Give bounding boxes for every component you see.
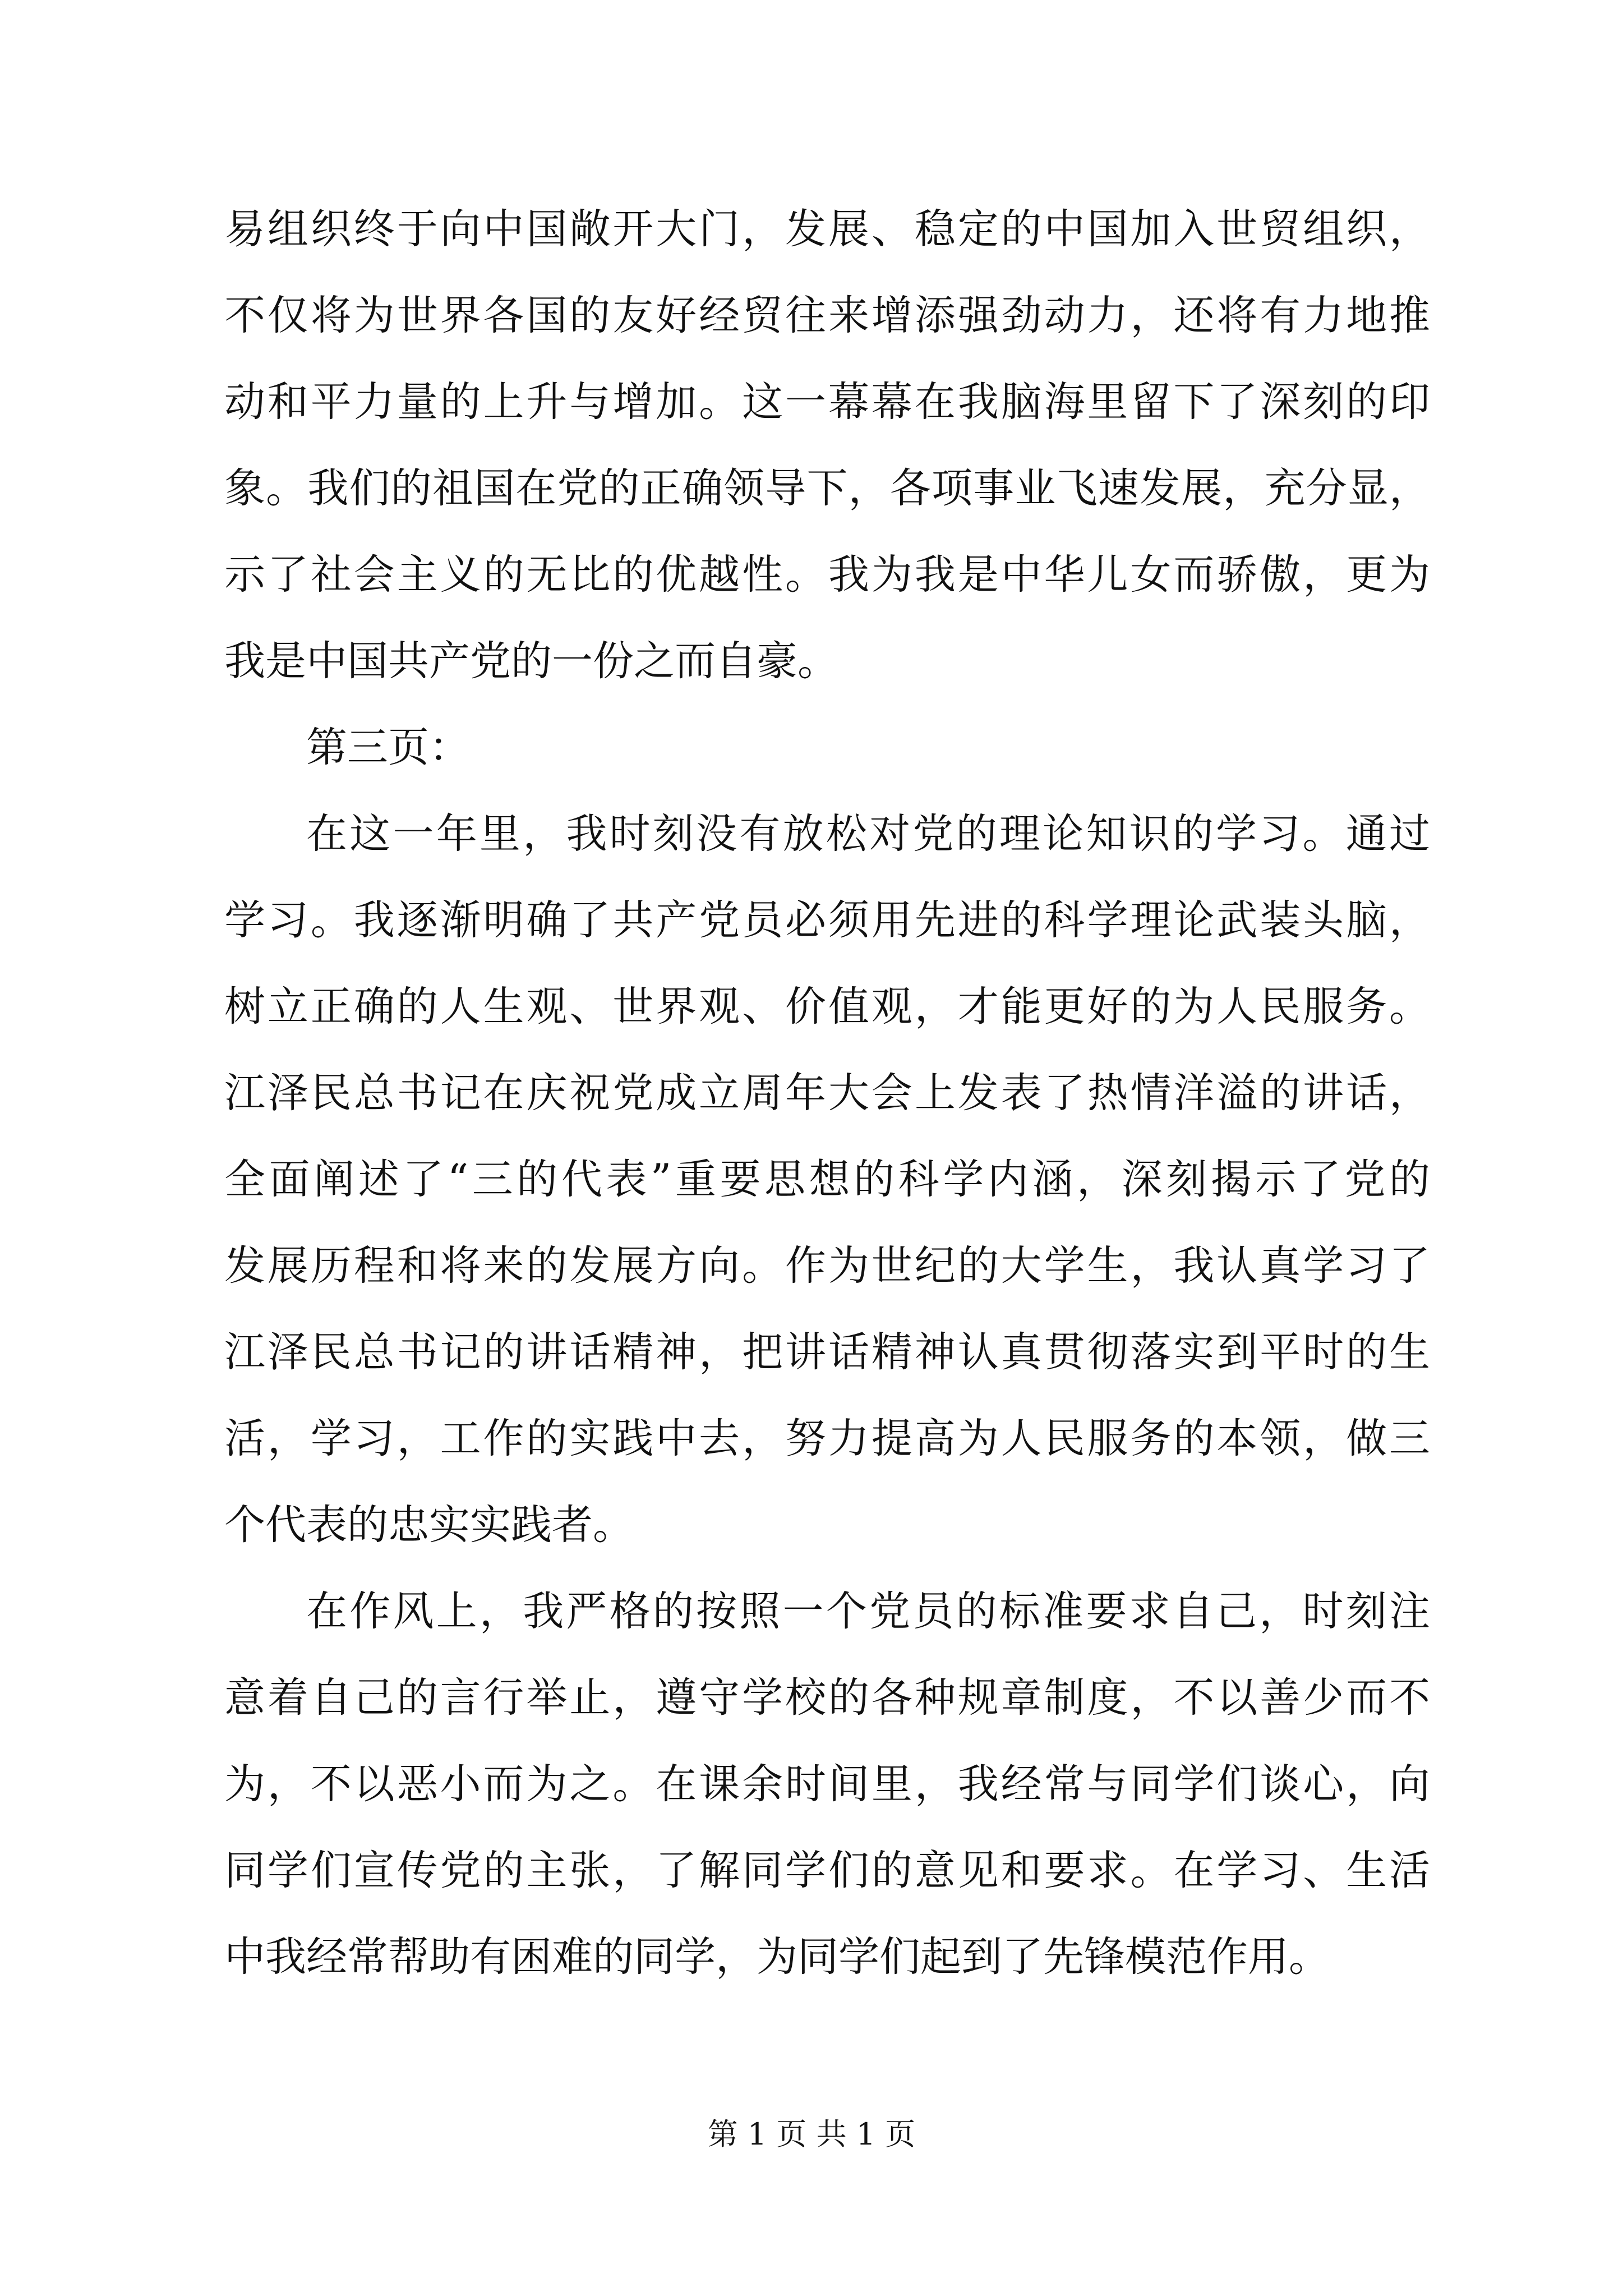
text-line: 在这一年里，我时刻没有放松对党的理论知识的学习。通过: [306, 810, 1430, 858]
paragraph-continuation: [224, 186, 1430, 705]
paragraph-theory-study: [224, 791, 1430, 1568]
text-line: 示了社会主义的无比的优越性。我为我是中华儿女而骄傲，更为: [224, 551, 1430, 599]
text-line: 发展历程和将来的发展方向。作为世纪的大学生，我认真学习了: [224, 1242, 1430, 1290]
text-line: 易组织终于向中国敞开大门，发展、稳定的中国加入世贸组织，: [224, 205, 1430, 253]
text-line: 我是中国共产党的一份之而自豪。: [224, 637, 838, 685]
document-body: [224, 186, 1430, 2000]
text-line: 在作风上，我严格的按照一个党员的标准要求自己，时刻注: [306, 1588, 1430, 1635]
section-heading: 第三页：: [306, 724, 470, 771]
text-line: 中我经常帮助有困难的同学，为同学们起到了先锋模范作用。: [224, 1933, 1330, 1981]
text-line: 意着自己的言行举止，遵守学校的各种规章制度，不以善少而不: [224, 1674, 1430, 1722]
text-line: 同学们宣传党的主张，了解同学们的意见和要求。在学习、生活: [224, 1847, 1430, 1894]
paragraph-conduct: [224, 1568, 1430, 2000]
text-line: 活，学习，工作的实践中去，努力提高为人民服务的本领，做三: [224, 1415, 1430, 1462]
text-line: 不仅将为世界各国的友好经贸往来增添强劲动力，还将有力地推: [224, 292, 1430, 339]
text-line: 学习。我逐渐明确了共产党员必须用先进的科学理论武装头脑，: [224, 896, 1430, 944]
text-line: 象。我们的祖国在党的正确领导下，各项事业飞速发展，充分显，: [224, 464, 1430, 512]
text-line: 为，不以恶小而为之。在课余时间里，我经常与同学们谈心，向: [224, 1760, 1430, 1808]
text-line: 动和平力量的上升与增加。这一幕幕在我脑海里留下了深刻的印: [224, 378, 1430, 426]
section-label: [224, 705, 1430, 791]
text-line: 全面阐述了“三的代表”重要思想的科学内涵，深刻揭示了党的: [224, 1156, 1430, 1203]
text-line: 江泽民总书记的讲话精神，把讲话精神认真贯彻落实到平时的生: [224, 1328, 1430, 1376]
text-line: 江泽民总书记在庆祝党成立周年大会上发表了热情洋溢的讲话，: [224, 1069, 1430, 1117]
text-line: 个代表的忠实实践者。: [224, 1501, 634, 1549]
page-footer: 第 1 页 共 1 页: [707, 2116, 916, 2152]
text-line: 树立正确的人生观、世界观、价值观，才能更好的为人民服务。: [224, 983, 1430, 1030]
